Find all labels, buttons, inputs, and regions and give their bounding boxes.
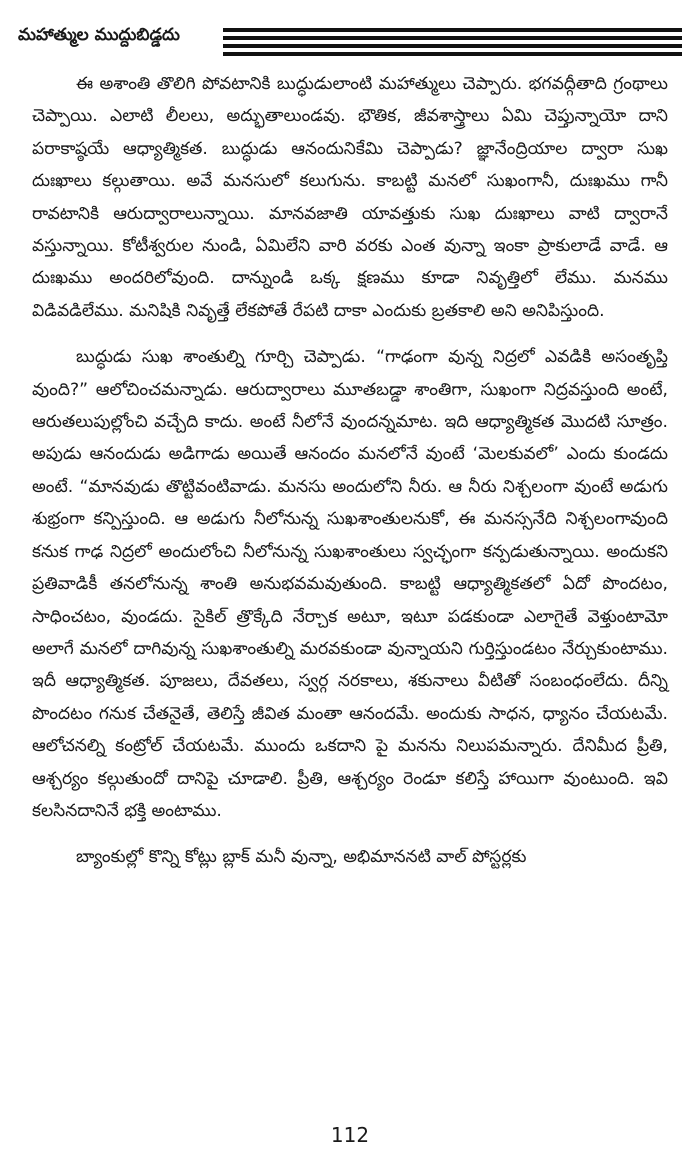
paragraph: బ్యాంకుల్లో కొన్ని కోట్లు బ్లాక్ మనీ వున్నా, అభిమాననటి వాల్ పోస్టర్లకు	[76, 847, 527, 868]
paragraph: ఈ అశాంతి తొలిగి పోవటానికి బుద్ధుడులాంటి మహాత్ములు చెప్పారు. భగవద్గీతాది గ్రంథాలు చెప్పాయి. ఎలాటి లీలలు, అద్భుతాలుండవు. భౌతిక, జీవశాస్త్రాలు ఏమి చెప్తున్నాయో దాని పరాకాష్ఠయే ఆధ్యాత్మికత. బుద్ధుడు ఆనందునికేమి చెప్పాడు? జ్ఞానేంద్రియాల ద్వారా సుఖ దుఃఖాలు కల్గుతాయి. అవే మనసులో కలుగును. కాబట్టి మనలో సుఖంగానీ, దుఃఖము గానీ రావటానికి ఆరుద్వారాలున్నాయి. మానవజాతి యావత్తుకు సుఖ దుఃఖాలు వాటి ద్వారానే వస్తున్నాయి. కోటీశ్వరుల నుండి, ఏమిలేని వారి వరకు ఎంత వున్నా ఇంకా ప్రాకులాడే వాడే. ఆ దుఃఖము అందరిలోవుంది. దాన్నుండి ఒక్క క్షణము కూడా నివృత్తిలో లేము. మనము విడివడిలేము. మనిషికి నివృత్తే లేకపోతే రేపటి దాకా ఎందుకు బ్రతకాలి అని అనిపిస్తుంది.	[32, 74, 668, 321]
header-rule	[223, 44, 682, 48]
header-rules	[223, 28, 682, 60]
header-rule	[223, 52, 682, 56]
running-header	[18, 22, 682, 62]
header-rule	[223, 36, 682, 40]
header-rule	[223, 28, 682, 32]
running-header-title: మహాత్ముల ముద్దుబిడ్డదు	[18, 25, 180, 45]
page-number: 112	[330, 1123, 370, 1147]
body-text	[32, 68, 668, 888]
paragraph: బుద్ధుడు సుఖ శాంతుల్ని గూర్చి చెప్పాడు. “గాఢంగా వున్న నిద్రలో ఎవడికి అసంతృప్తి వుంది?” ఆలోచించమన్నాడు. ఆరుద్వారాలు మూతబడ్డా శాంతిగా, సుఖంగా నిద్రవస్తుంది అంటే, ఆరుతలుపుల్లోంచి వచ్చేది కాదు. అంటే నీలోనే వుందన్నమాట. ఇది ఆధ్యాత్మికత మొదటి సూత్రం. అపుడు ఆనందుడు అడిగాడు అయితే ఆనందం మనలోనే వుంటే ‘మెలకువలో’ ఎందు కుండదు అంటే. “మానవుడు తొట్టివంటివాడు. మనసు అందులోని నీరు. ఆ నీరు నిశ్చలంగా వుంటే అడుగు శుభ్రంగా కన్పిస్తుంది. ఆ అడుగు నీలోనున్న సుఖశాంతులనుకో, ఈ మనస్సనేది నిశ్చలంగావుంది కనుక గాఢ నిద్రలో అందులోంచి నీలోనున్న సుఖశాంతులు స్వచ్ఛంగా కన్పడుతున్నాయి. అందుకని ప్రతివాడికీ తనలోనున్న శాంతి అనుభవమవుతుంది. కాబట్టి ఆధ్యాత్మికతలో ఏదో పొందటం, సాధించటం, వుండదు. సైకిల్ త్రొక్కేది నేర్చాక అటూ, ఇటూ పడకుండా ఎలాగైతే వెళ్తుంటామో అలాగే మనలో దాగివున్న సుఖశాంతుల్ని మరవకుండా వున్నాయని గుర్తిస్తుండటం నేర్చుకుంటాము. ఇదీ ఆధ్యాత్మికత. పూజలు, దేవతలు, స్వర్గ నరకాలు, శకునాలు వీటితో సంబంధంలేదు. దీన్ని పొందటం గనుక చేతనైతే, తెలిస్తే జీవిత మంతా ఆనందమే. అందుకు సాధన, ధ్యానం చేయటమే. ఆలోచనల్ని కంట్రోల్ చేయటమే. ముందు ఒకదాని పై మనను నిలుపమన్నారు. దేనిమీద ప్రీతి, ఆశ్చర్యం కల్గుతుందో దానిపై చూడాలి. ప్రీతి, ఆశ్చర్యం రెండూ కలిస్తే హాయిగా వుంటుంది. ఇవి కలసినదానినే భక్తి అంటాము.	[32, 347, 668, 821]
